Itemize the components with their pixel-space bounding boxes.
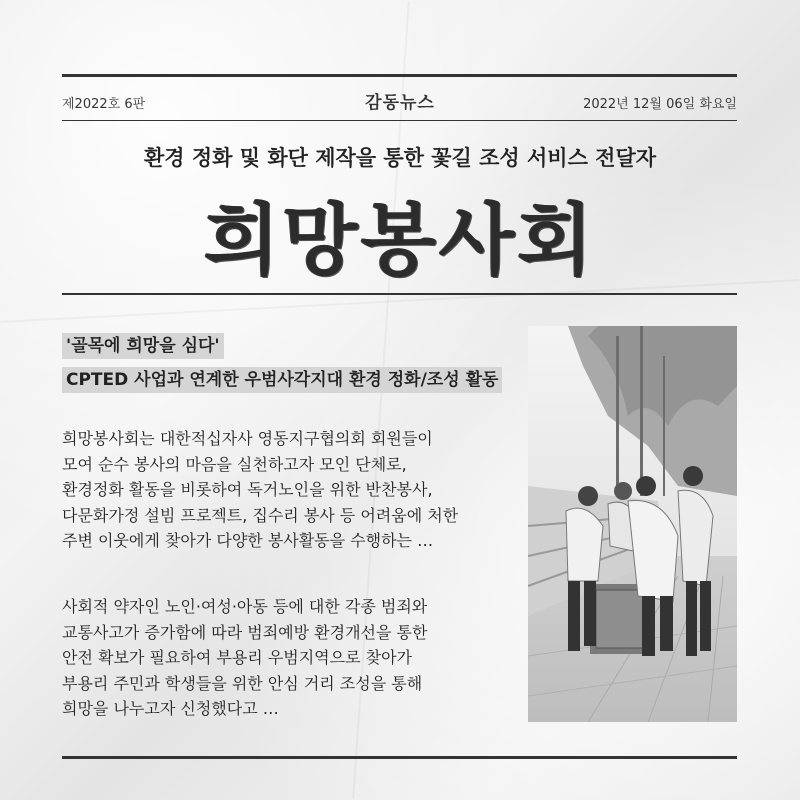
headline-rule <box>62 293 737 295</box>
paragraph-line: 교통사고가 증가함에 따라 범죄예방 환경개선을 통한 <box>62 622 428 642</box>
article-subheadline: CPTED 사업과 연계한 우범사각지대 환경 정화/조성 활동 <box>62 367 502 393</box>
paragraph-line: 사회적 약자인 노인·여성·아동 등에 대한 각종 범죄와 <box>62 597 428 616</box>
edition-label: 제2022호 6판 <box>62 97 146 112</box>
paragraph-line: 모여 순수 봉사의 마음을 실천하고자 모인 단체로, <box>62 454 407 474</box>
paragraph-line: 환경정화 활동을 비롯하여 독거노인을 위한 반찬봉사, <box>62 480 433 499</box>
paragraph-line: 주변 이웃에게 찾아가 다양한 봉사활동을 수행하는 … <box>62 531 434 550</box>
article-paragraph <box>62 426 532 554</box>
paragraph-line: 희망봉사회는 대한적십자사 영동지구협의회 회원들이 <box>62 429 433 448</box>
paragraph-line: 안전 확보가 필요하여 부용리 우범지역으로 찾아가 <box>62 648 413 667</box>
top-rule <box>62 74 737 77</box>
paragraph-line: 부용리 주민과 학생들을 위한 안심 거리 조성을 통해 <box>62 673 423 693</box>
issue-date: 2022년 12월 06일 화요일 <box>583 97 737 112</box>
paragraph-line: 희망을 나누고자 신청했다고 … <box>62 699 279 718</box>
article-paragraph <box>62 594 532 722</box>
headline-subtitle: 환경 정화 및 화단 제작을 통한 꽃길 조성 서비스 전달자 <box>143 146 657 170</box>
headline-title: 희망봉사회 <box>204 196 596 286</box>
photo-illustration <box>528 326 737 722</box>
volunteers-photo <box>528 326 737 722</box>
masthead-rule <box>62 120 737 121</box>
paragraph-line: 다문화가정 설빔 프로젝트, 집수리 봉사 등 어려움에 처한 <box>62 505 459 525</box>
article-kicker: '골목에 희망을 심다' <box>62 333 224 359</box>
newspaper-brand: 감동뉴스 <box>365 93 435 113</box>
bottom-rule <box>62 756 737 759</box>
